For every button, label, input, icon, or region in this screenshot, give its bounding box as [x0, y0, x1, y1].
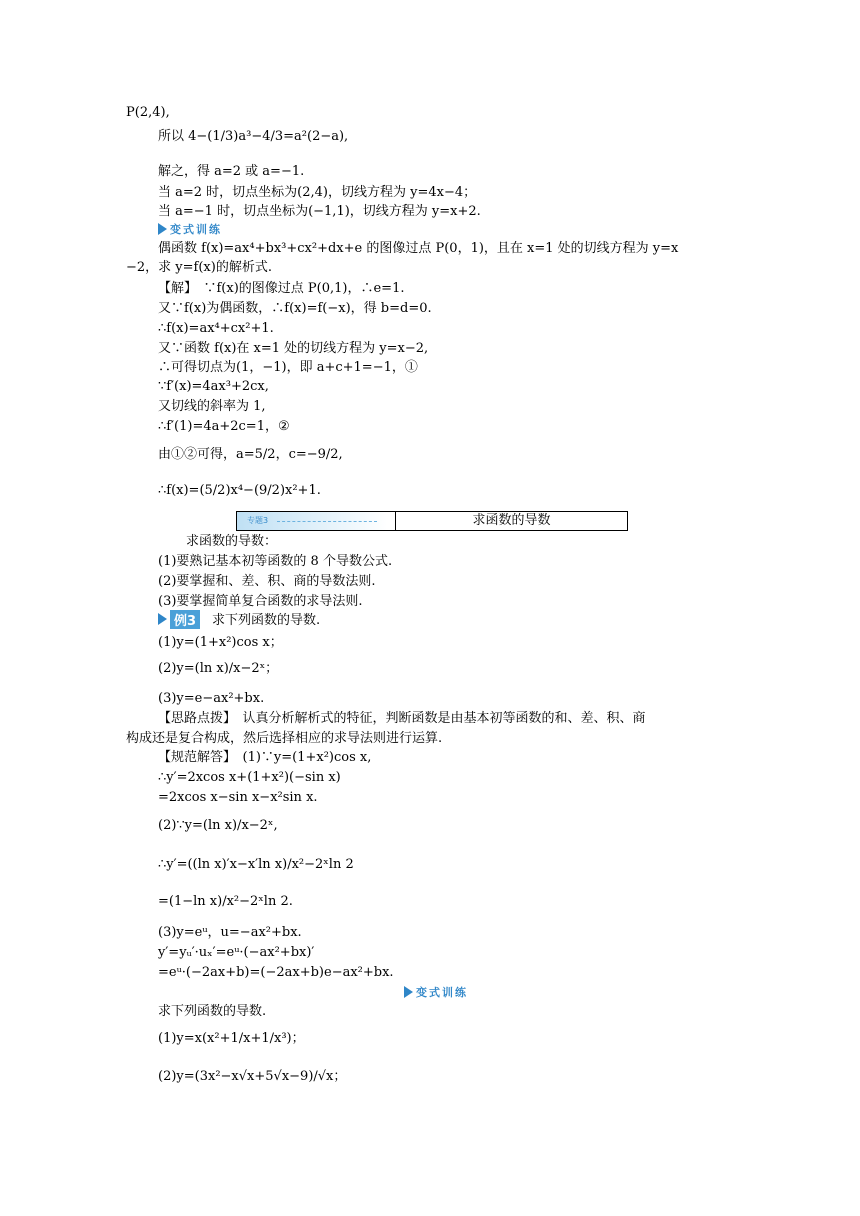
example-item: (3)y=e−ax²+bx.: [158, 691, 265, 706]
answer-line: (2)∵y=(ln x)/x−2ˣ,: [158, 818, 278, 833]
list-item: (2)要掌握和、差、积、商的导数法则.: [158, 574, 376, 589]
answer-line: ∴y′=((ln x)′x−x′ln x)/x²−2ˣln 2: [158, 857, 354, 872]
example-prompt: 求下列函数的导数.: [212, 613, 321, 628]
exercise-item: (1)y=x(x²+1/x+1/x³)；: [158, 1031, 305, 1046]
topic-tag: 专题3: [247, 516, 269, 525]
solution-line: ∴可得切点为(1，−1)，即 a+c+1=−1，①: [158, 360, 418, 375]
text-line: P(2,4),: [126, 105, 170, 120]
solution-line: 又∵f(x)为偶函数，∴f(x)=f(−x)，得 b=d=0.: [158, 301, 432, 316]
topic-title: 求函数的导数: [472, 513, 551, 528]
triangle-icon: [158, 613, 167, 625]
hint-line: 【思路点拨】 认真分析解析式的特征，判断函数是由基本初等函数的和、差、积、商: [158, 711, 646, 726]
solution-line: 由①②可得，a=5/2，c=−9/2,: [158, 447, 343, 462]
solution-line: ∴f(x)=(5/2)x⁴−(9/2)x²+1.: [158, 483, 321, 498]
solution-line: ∴f(x)=ax⁴+cx²+1.: [158, 321, 274, 336]
problem-line: 偶函数 f(x)=ax⁴+bx³+cx²+dx+e 的图像过点 P(0，1)，且在 x=1 处的切线方程为 y=x: [158, 241, 679, 256]
triangle-icon: [404, 986, 413, 998]
text-line: 解之，得 a=2 或 a=−1.: [158, 164, 305, 179]
topic-header: [236, 511, 628, 531]
equation-line: 所以 4−(1/3)a³−4/3=a²(2−a),: [158, 129, 349, 144]
example-badge: 例3: [158, 612, 200, 626]
answer-line: =eᵘ·(−2ax+b)=(−2ax+b)e−ax²+bx.: [158, 965, 394, 980]
text-line: 当 a=−1 时，切点坐标为(−1,1)，切线方程为 y=x+2.: [158, 204, 481, 219]
problem-line: −2，求 y=f(x)的解析式.: [126, 260, 272, 275]
answer-line: =(1−ln x)/x²−2ˣln 2.: [158, 894, 293, 909]
example-item: (2)y=(ln x)/x−2ˣ；: [158, 661, 279, 676]
answer-line: (3)y=eᵘ，u=−ax²+bx.: [158, 925, 302, 940]
topic-tag-area: [237, 512, 396, 530]
answer-line: ∴y′=2xcos x+(1+x²)(−sin x): [158, 770, 341, 785]
solution-line: 【解】 ∵f(x)的图像过点 P(0,1)，∴e=1.: [158, 281, 405, 296]
solution-line: 又∵函数 f(x)在 x=1 处的切线方程为 y=x−2,: [158, 341, 429, 356]
example-item: (1)y=(1+x²)cos x；: [158, 635, 283, 650]
text-line: 当 a=2 时，切点坐标为(2,4)，切线方程为 y=4x−4；: [158, 185, 477, 200]
solution-line: ∵f′(x)=4ax³+2cx,: [158, 379, 269, 394]
variant-training-badge: 变式训练: [158, 222, 222, 236]
solution-line: 又切线的斜率为 1,: [158, 399, 266, 414]
list-item: (3)要掌握简单复合函数的求导法则.: [158, 594, 363, 609]
exercise-prompt: 求下列函数的导数.: [158, 1004, 267, 1019]
answer-line: y′=yᵤ′·uₓ′=eᵘ·(−ax²+bx)′: [158, 945, 315, 960]
answer-line: 【规范解答】 (1)∵y=(1+x²)cos x,: [158, 750, 372, 765]
triangle-icon: [158, 223, 167, 235]
answer-line: =2xcos x−sin x−x²sin x.: [158, 790, 318, 805]
variant-training-badge: 变式训练: [404, 985, 468, 999]
solution-line: ∴f′(1)=4a+2c=1，②: [158, 419, 290, 434]
hint-line: 构成还是复合构成，然后选择相应的求导法则进行运算.: [126, 731, 443, 746]
arrow-icon: [277, 521, 377, 522]
list-item: (1)要熟记基本初等函数的 8 个导数公式.: [158, 554, 393, 569]
exercise-item: (2)y=(3x²−x√x+5√x−9)/√x；: [158, 1069, 347, 1084]
text-line: 求函数的导数：: [186, 534, 278, 549]
